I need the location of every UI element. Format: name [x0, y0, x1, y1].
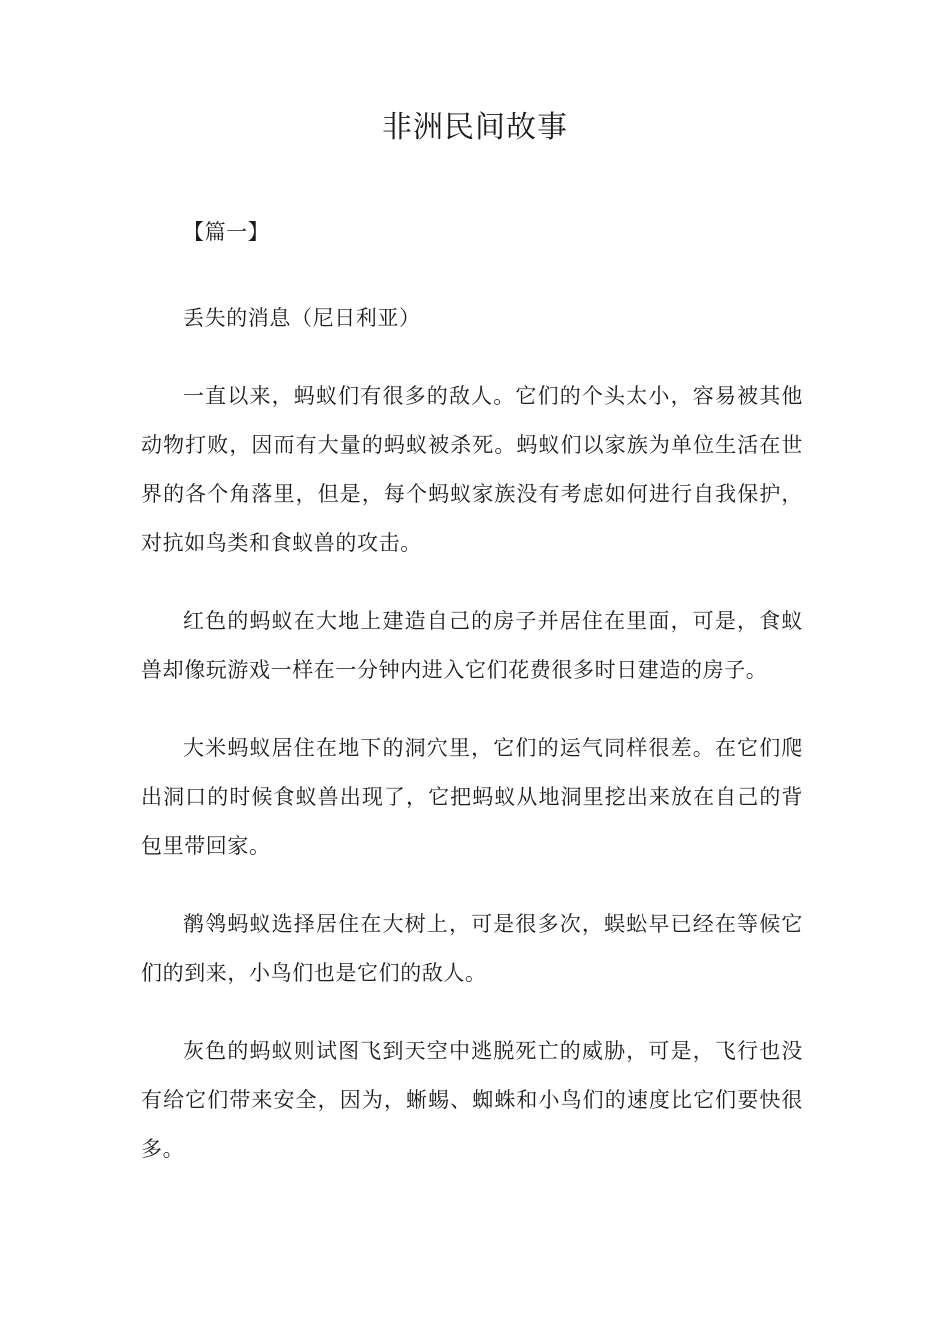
document-title: 非洲民间故事 — [382, 110, 568, 145]
document-body — [141, 208, 803, 1203]
paragraph: 鹡鸰蚂蚁选择居住在大树上，可是很多次，蜈蚣早已经在等候它们的到来，小鸟们也是它们的敌人。 — [141, 912, 803, 985]
paragraph: 灰色的蚂蚁则试图飞到天空中逃脱死亡的威胁，可是，飞行也没有给它们带来安全，因为，蜥蜴、蜘蛛和小鸟们的速度比它们要快很多。 — [141, 1039, 803, 1161]
section-label: 【篇一】 — [183, 220, 270, 244]
story-title: 丢失的消息（尼日利亚） — [183, 306, 421, 330]
paragraph: 大米蚂蚁居住在地下的洞穴里，它们的运气同样很差。在它们爬出洞口的时候食蚁兽出现了，它把蚂蚁从地洞里挖出来放在自己的背包里带回家。 — [141, 736, 803, 858]
paragraph: 红色的蚂蚁在大地上建造自己的房子并居住在里面，可是，食蚁兽却像玩游戏一样在一分钟内进入它们花费很多时日建造的房子。 — [141, 609, 803, 682]
paragraph: 一直以来，蚂蚁们有很多的敌人。它们的个头太小，容易被其他动物打败，因而有大量的蚂蚁被杀死。蚂蚁们以家族为单位生活在世界的各个角落里，但是，每个蚂蚁家族没有考虑如何进行自我保护，对抗如鸟类和食蚁兽的攻击。 — [141, 384, 803, 555]
